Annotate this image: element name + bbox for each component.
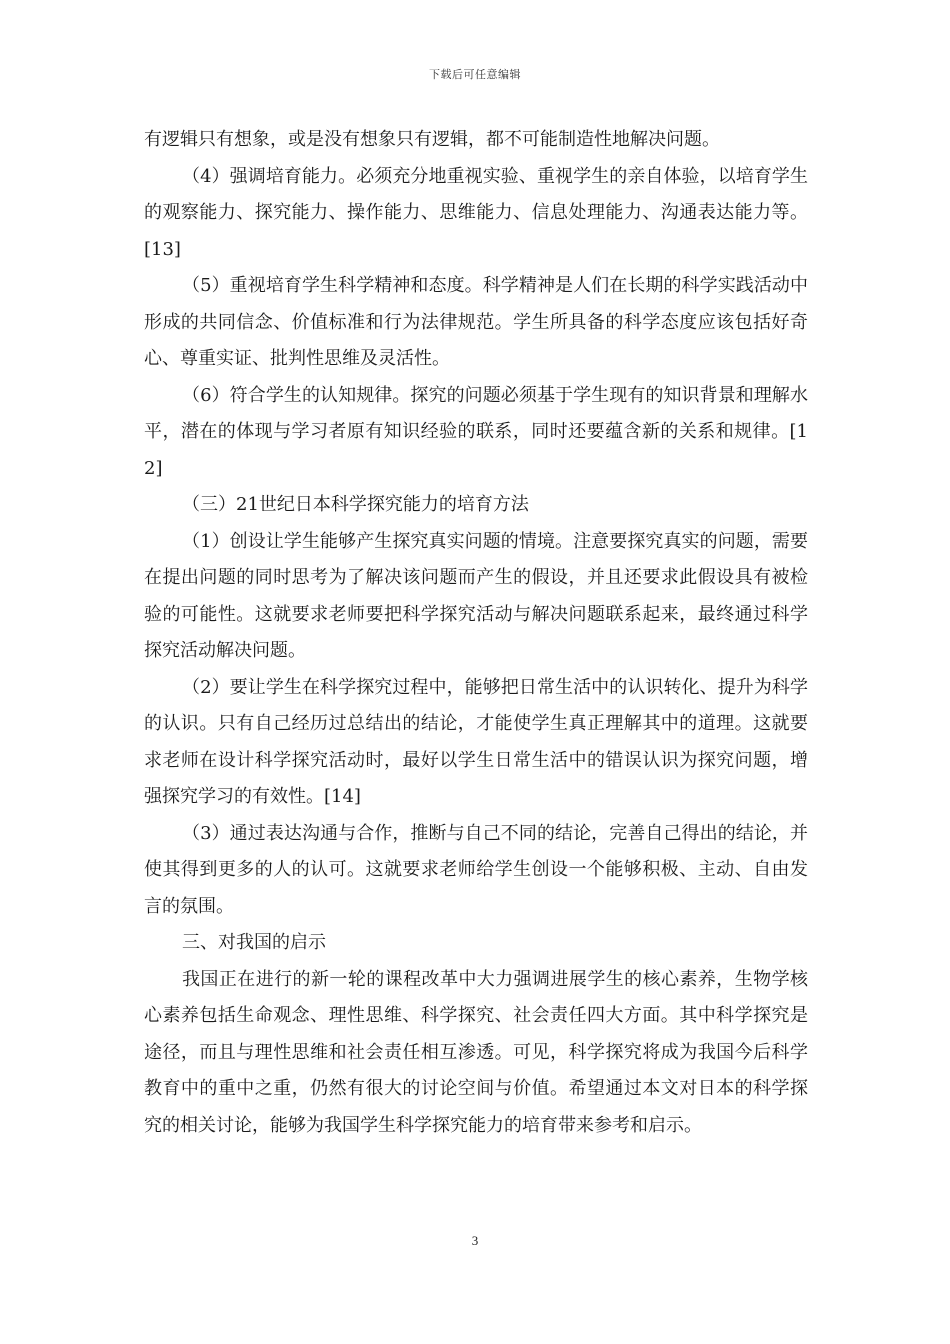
section-heading: （三）21世纪日本科学探究能力的培育方法 (182, 494, 529, 515)
section-heading: 三、对我国的启示 (182, 932, 326, 953)
paragraph: （3）通过表达沟通与合作，推断与自己不同的结论，完善自己得出的结论，并使其得到更多的人的认可。这就要求老师给学生创设一个能够积极、主动、自由发言的氛围。 (144, 822, 808, 917)
paragraph: （4）强调培育能力。必须充分地重视实验、重视学生的亲自体验，以培育学生的观察能力、探究能力、操作能力、思维能力、信息处理能力、沟通表达能力等。[13] (144, 165, 808, 260)
page-number: 3 (471, 1233, 479, 1248)
paragraph: （1）创设让学生能够产生探究真实问题的情境。注意要探究真实的问题，需要在提出问题的同时思考为了解决该问题而产生的假设，并且还要求此假设具有被检验的可能性。这就要求老师要把科学探究活动与解决问题联系起来，最终通过科学探究活动解决问题。 (144, 530, 808, 661)
paragraph: （2）要让学生在科学探究过程中，能够把日常生活中的认识转化、提升为科学的认识。只有自己经历过总结出的结论，才能使学生真正理解其中的道理。这就要求老师在设计科学探究活动时，最好以学生日常生活中的错误认识为探究问题，增强探究学习的有效性。[14] (144, 676, 808, 807)
paragraph: 我国正在进行的新一轮的课程改革中大力强调进展学生的核心素养，生物学核心素养包括生命观念、理性思维、科学探究、社会责任四大方面。其中科学探究是途径，而且与理性思维和社会责任相互渗透。可见，科学探究将成为我国今后科学教育中的重中之重，仍然有很大的讨论空间与价值。希望通过本文对日本的科学探究的相关讨论，能够为我国学生科学探究能力的培育带来参考和启示。 (144, 968, 808, 1136)
page-header: 下载后可任意编辑 (429, 68, 521, 81)
paragraph: 有逻辑只有想象，或是没有想象只有逻辑，都不可能制造性地解决问题。 (144, 129, 720, 150)
paragraph: （5）重视培育学生科学精神和态度。科学精神是人们在长期的科学实践活动中形成的共同信念、价值标准和行为法律规范。学生所具备的科学态度应该包括好奇心、尊重实证、批判性思维及灵活性。 (144, 275, 808, 369)
paragraph: （6）符合学生的认知规律。探究的问题必须基于学生现有的知识背景和理解水平，潜在的体现与学习者原有知识经验的联系，同时还要蕴含新的关系和规律。[12] (144, 384, 808, 479)
document-body (144, 122, 808, 1144)
